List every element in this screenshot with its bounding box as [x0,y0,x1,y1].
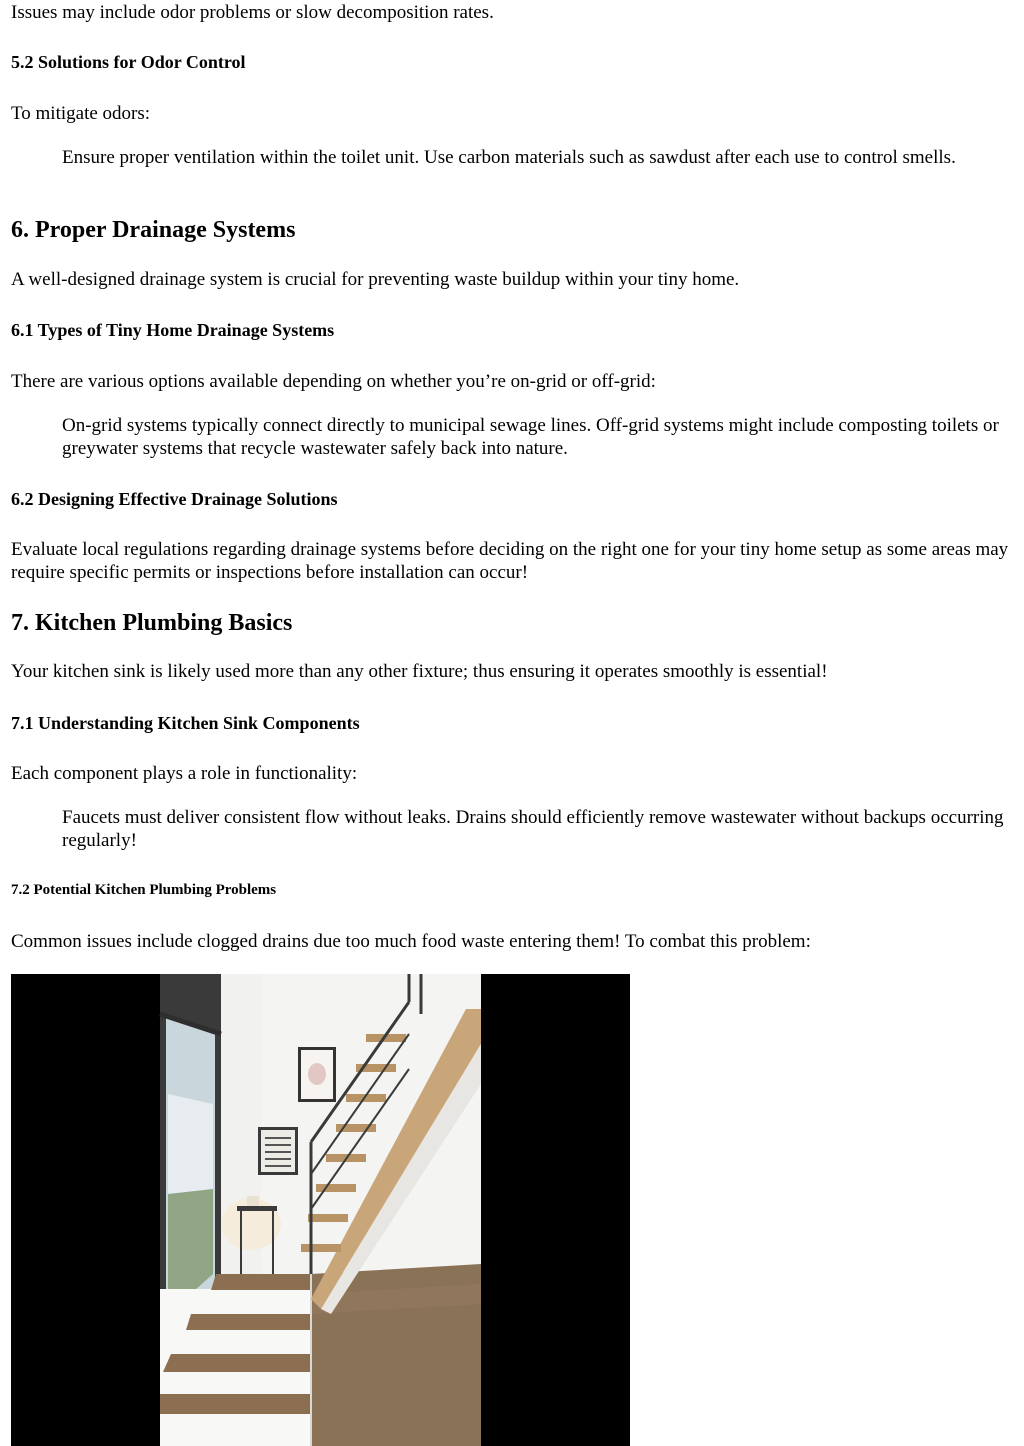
paragraph-component: Each component plays a role in functionality: [11,763,358,784]
paragraph-options: There are various options available depending on whether you’re on-grid or off-grid: [11,371,656,392]
heading-5-2: 5.2 Solutions for Odor Control [11,52,246,72]
heading-6-1: 6.1 Types of Tiny Home Drainage Systems [11,320,335,340]
heading-7: 7. Kitchen Plumbing Basics [11,610,293,636]
blockquote-faucets: Faucets must deliver consistent flow without leaks. Drains should efficiently remove wastewater without backups occurring regularly! [62,807,1004,851]
blockquote-grid: On-grid systems typically connect directly to municipal sewage lines. Off-grid systems might include composting toilets or greywater systems that recycle wastewater safely back into nature. [62,415,999,459]
paragraph-clogged: Common issues include clogged drains due too much food waste entering them! To combat this problem: [11,931,811,952]
paragraph-regulations: Evaluate local regulations regarding drainage systems before deciding on the right one for your tiny home setup as some areas may require specific permits or inspections before installation can occur! [11,539,1009,583]
paragraph-issues: Issues may include odor problems or slow decomposition rates. [11,2,494,23]
staircase-photo [11,974,630,1446]
blockquote-ventilation: Ensure proper ventilation within the toilet unit. Use carbon materials such as sawdust after each use to control smells. [62,147,956,168]
paragraph-mitigate: To mitigate odors: [11,103,151,124]
heading-7-1: 7.1 Understanding Kitchen Sink Components [11,713,360,733]
paragraph-sink: Your kitchen sink is likely used more than any other fixture; thus ensuring it operates smoothly is essential! [11,661,828,682]
heading-6: 6. Proper Drainage Systems [11,217,296,243]
heading-7-2: 7.2 Potential Kitchen Plumbing Problems [11,882,277,898]
heading-6-2: 6.2 Designing Effective Drainage Solutions [11,489,338,509]
paragraph-drainage: A well-designed drainage system is crucial for preventing waste buildup within your tiny home. [11,269,740,290]
